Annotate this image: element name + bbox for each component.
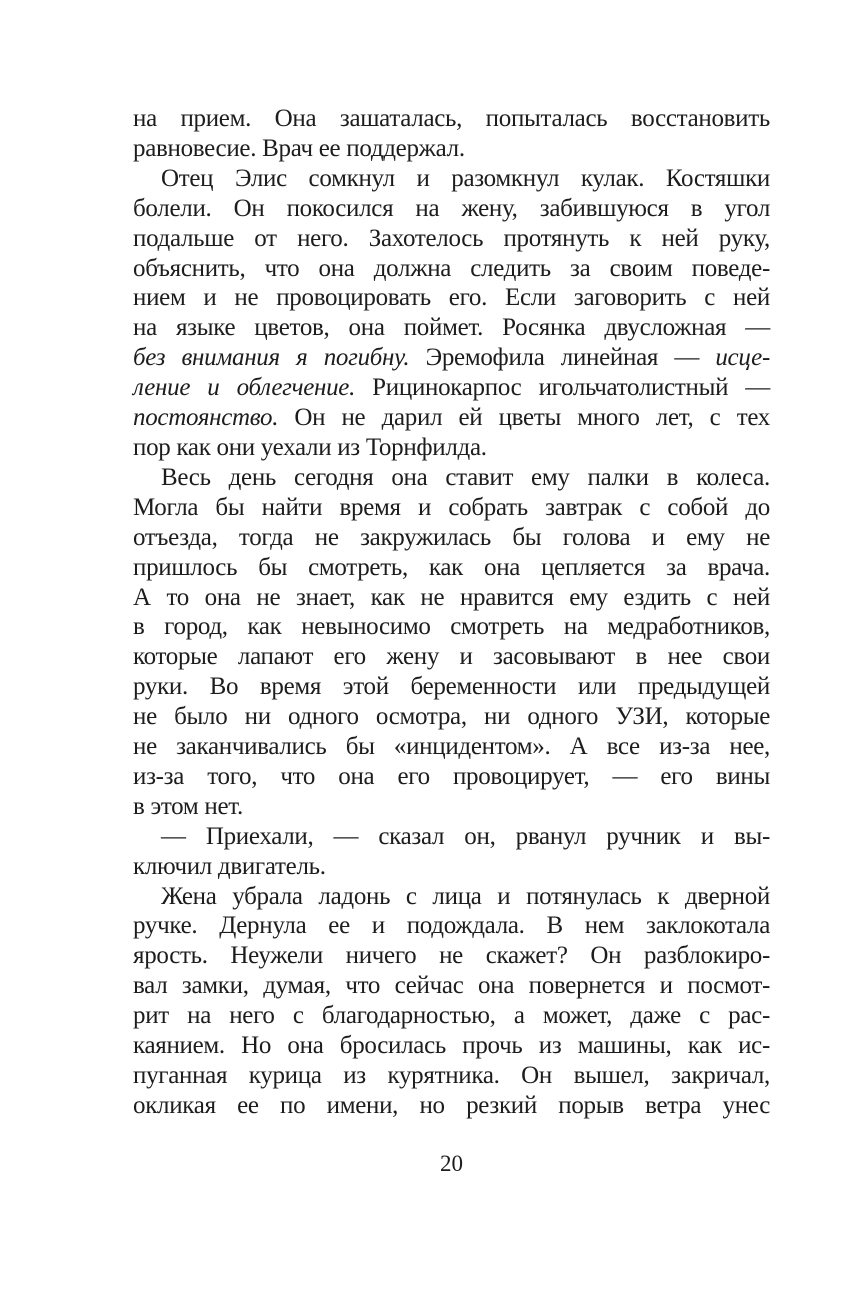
text-segment: не было ни одного осмотра, ни одного УЗИ, которые [133,703,770,731]
text-segment: Отец Элис сомкнул и разомкнул кулак. Костяшки [161,164,770,192]
text-line [133,463,770,493]
text-segment: вал замки, думая, что сейчас она повернется и посмот- [133,972,770,1000]
text-segment: Он не дарил ей цветы много лет, с тех [278,404,770,432]
text-line [133,882,770,912]
text-line [133,612,770,642]
text-line [133,852,770,882]
text-segment: которые лапают его жену и засовывают в нее свои [133,643,770,671]
text-segment: Рицинокарпос игольчатолистный — [355,374,770,402]
text-segment: пор как они уехали из Торнфилда. [133,433,487,461]
text-line [133,104,770,134]
text-line [133,373,770,403]
text-segment: Жена убрала ладонь с лица и потянулась к дверной [161,882,770,910]
text-segment: объяснить, что она должна следить за своим поведе- [133,254,770,282]
text-segment: Весь день сегодня она ставит ему палки в колеса. [161,463,770,491]
text-line [133,672,770,702]
text-line [133,254,770,284]
text-segment: Могла бы найти время и собрать завтрак с собой до [133,493,770,521]
text-segment: равновесие. Врач ее поддержал. [133,134,465,162]
text-line [133,403,770,433]
text-segment: болели. Он покосился на жену, забившуюся в угол [133,194,770,222]
text-line [133,1061,770,1091]
italic-text-segment: без внимания я погибну. [133,344,410,372]
text-line [133,224,770,254]
text-block [133,104,770,1121]
text-line [133,493,770,523]
text-segment: ярость. Неужели ничего не скажет? Он разблокиро- [133,942,770,970]
page-number: 20 [440,1151,463,1176]
paragraph [133,104,770,164]
paragraph [133,164,770,463]
text-line [133,762,770,792]
text-segment: не заканчивались бы «инцидентом». А все из-за нее, [133,733,770,761]
text-segment: рит на него с благодарностью, а может, даже с рас- [133,1002,770,1030]
paragraph [133,882,770,1121]
text-line [133,583,770,613]
text-line [133,941,770,971]
text-segment: А то она не знает, как не нравится ему ездить с ней [133,583,770,611]
text-segment: на языке цветов, она поймет. Росянка двусложная — [133,314,770,342]
text-segment: Эремофила линейная — [409,344,716,372]
text-line [133,523,770,553]
text-line [133,553,770,583]
paragraph [133,463,770,822]
text-segment: из-за того, что она его провоцирует, — его вины [133,762,770,790]
text-line [133,164,770,194]
text-line [133,732,770,762]
text-line [133,1031,770,1061]
text-line [133,1001,770,1031]
text-line [133,343,770,373]
text-segment: отъезда, тогда не закружилась бы голова и ему не [133,523,770,551]
italic-text-segment: постоянство. [133,404,279,432]
text-segment: в город, как невыносимо смотреть на медработников, [133,613,770,641]
text-segment: окликая ее по имени, но резкий порыв ветра унес [133,1091,770,1119]
text-segment: руки. Во время этой беременности или предыдущей [133,673,770,701]
text-line [133,911,770,941]
text-segment: на прием. Она зашаталась, попыталась восстановить [133,105,770,132]
text-line [133,194,770,224]
text-segment: нием и не провоцировать его. Если заговорить с ней [133,284,770,312]
text-line [133,1091,770,1121]
text-segment: в этом нет. [133,792,243,820]
text-segment: пришлось бы смотреть, как она цепляется за врача. [133,553,770,581]
paragraph [133,822,770,882]
text-segment: ручке. Дернула ее и подождала. В нем заклокотала [133,912,770,940]
text-segment: ключил двигатель. [133,852,326,880]
text-segment: пуганная курица из курятника. Он вышел, закричал, [133,1062,770,1089]
italic-text-segment: ление и облегчение. [133,374,356,402]
text-segment: каянием. Но она бросилась прочь из машины, как ис- [133,1032,770,1060]
text-line [133,642,770,672]
text-line [133,822,770,852]
text-line [133,134,770,164]
text-line [133,702,770,732]
text-line [133,792,770,822]
italic-text-segment: исце- [715,344,770,372]
text-line [133,971,770,1001]
text-segment: подальше от него. Захотелось протянуть к ней руку, [133,224,770,252]
text-segment: — Приехали, — сказал он, рванул ручник и вы- [161,822,770,850]
text-line [133,283,770,313]
text-line [133,433,770,463]
text-line [133,313,770,343]
